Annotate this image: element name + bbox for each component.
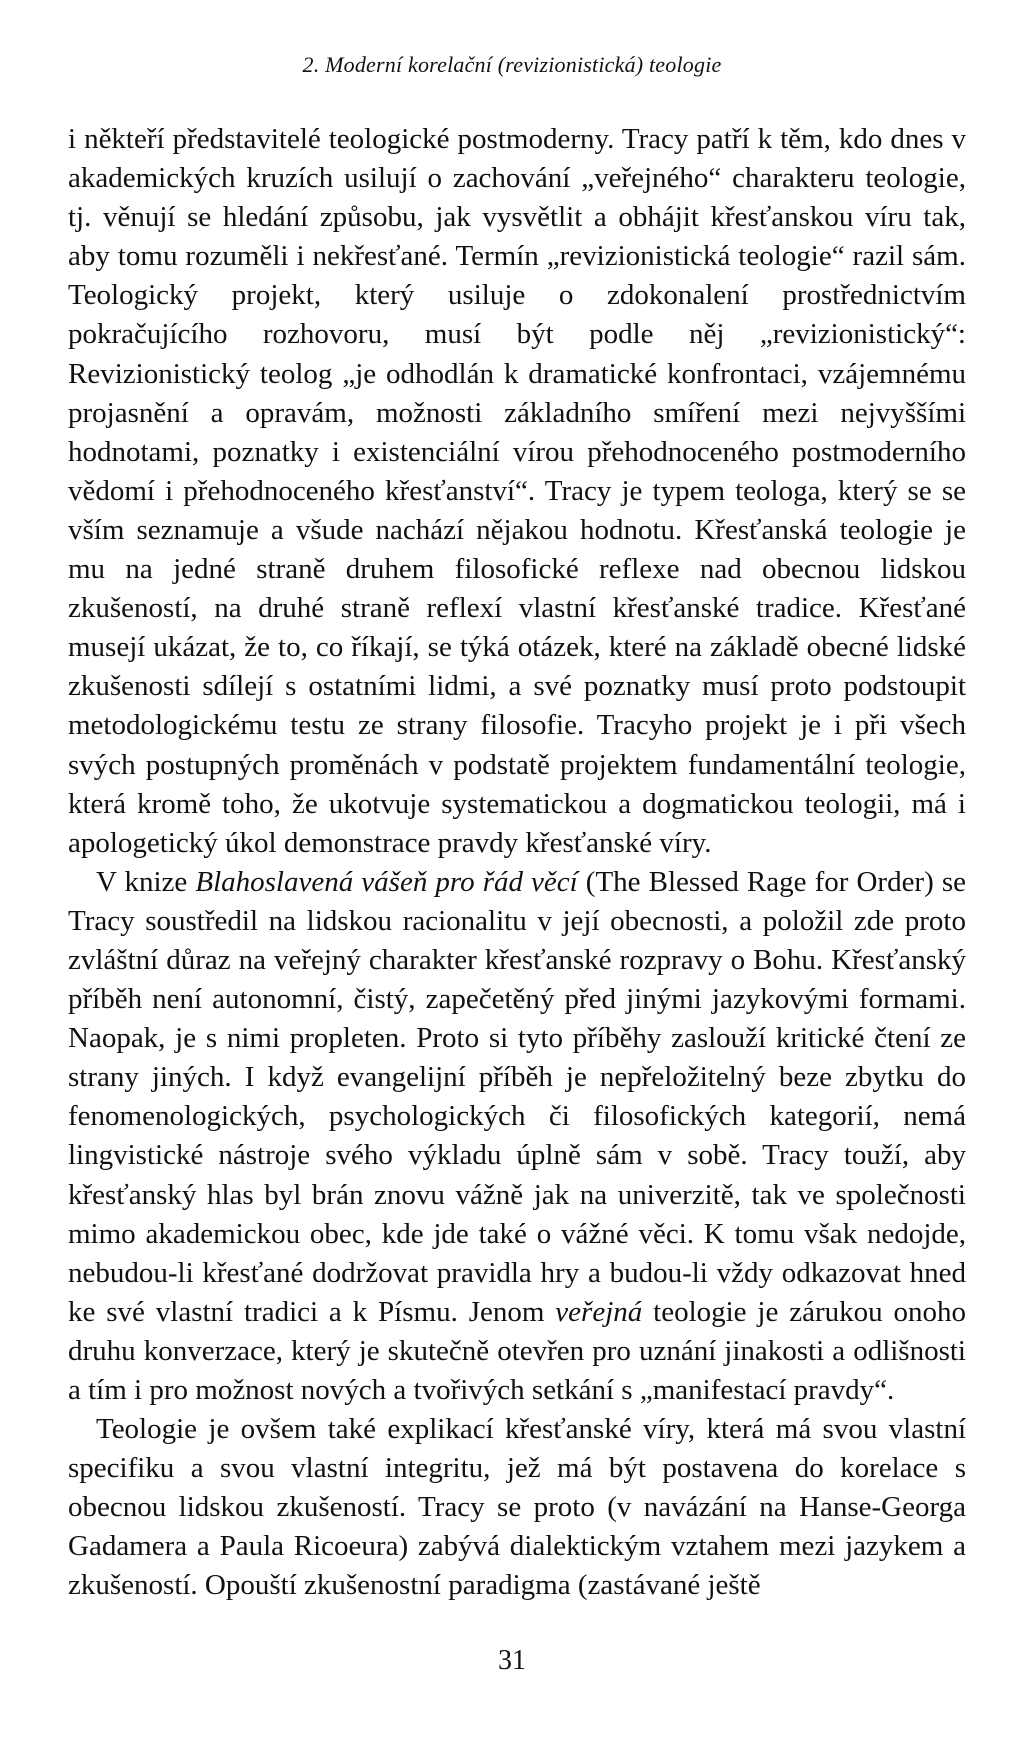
paragraph-2-text-a: (The Blessed Rage for Order) se Tracy soustředil na lidskou racionalitu v její obecnosti, a položil zde proto zvláštní důraz na veřejný charakter křesťanské rozpravy o Bohu. Křesťanský příběh není autonomní, čistý, zapečetěný před jinými jazykovými formami. Naopak, je s nimi propleten. Proto si tyto příběhy zaslouží kritické čtení ze strany jiných. I když evangelijní příběh je nepřeložitelný beze zbytku do fenomenologických, psychologických či filosofických kategorií, nemá lingvistické nástroje svého výkladu úplně sám v sobě. Tracy touží, aby křesťanský hlas byl brán znovu vážně jak na univerzitě, tak ve společnosti mimo akademickou obec, kde jde také o vážné věci. K tomu však nedojde, nebudou-li křesťané dodržovat pravidla hry a budou-li vždy odkazovat hned ke své vlastní tradici a k Písmu. Jenom [68,865,966,1328]
body-text [68,120,966,1606]
emphasis-word: veřejná [555,1295,643,1328]
page-number: 31 [498,1645,526,1676]
running-head: 2. Moderní korelační (revizionistická) teologie [302,52,722,77]
paragraph-3: Teologie je ovšem také explikací křesťanské víry, která má svou vlastní specifiku a svou vlastní integritu, jež má být postavena do korelace s obecnou lidskou zkušeností. Tracy se proto (v navázání na Hanse-Georga Gadamera a Paula Ricoeura) zabývá dialektickým vztahem mezi jazykem a zkušeností. Opouští zkušenostní paradigma (zastávané ještě [68,1413,966,1602]
paragraph-1: i někteří představitelé teologické postmoderny. Tracy patří k těm, kdo dnes v akademických kruzích usilují o zachování „veřejného“ charakteru teologie, tj. věnují se hledání způsobu, jak vysvětlit a obhájit křesťanskou víru tak, aby tomu rozuměli i nekřesťané. Termín „revizionistická teologie“ razil sám. Teologický projekt, který usiluje o zdokonalení prostřednictvím pokračujícího rozhovoru, musí být podle něj „revizionistický“: Revizionistický teolog „je odhodlán k dramatické konfrontaci, vzájemnému projasnění a opravám, možnosti základního smíření mezi nejvyššími hodnotami, poznatky i existenciální vírou přehodnoceného postmoderního vědomí i přehodnoceného křesťanství“. Tracy je typem teologa, který se se vším seznamuje a všude nachází nějakou hodnotu. Křesťanská teologie je mu na jedné straně druhem filosofické reflexe nad obecnou lidskou zkušeností, na druhé straně reflexí vlastní křesťanské tradice. Křesťané musejí ukázat, že to, co říkají, se týká otázek, které na základě obecné lidské zkušenosti sdílejí s ostatními lidmi, a své poznatky musí proto podstoupit metodologickému testu ze strany filosofie. Tracyho projekt je i při všech svých postupných proměnách v podstatě projektem fundamentální teologie, která kromě toho, že ukotvuje systematickou a dogmatickou teologii, má i apologetický úkol demonstrace pravdy křesťanské víry. [68,123,966,859]
paragraph-2-text-b: teologie je zárukou onoho druhu konverzace, který je skutečně otevřen pro uznání jinakosti a odlišnosti a tím i pro možnost nových a tvořivých setkání s „manifestací pravdy“. [68,1295,967,1406]
paragraph-2-lead: V knize [96,865,196,898]
paragraph-2 [68,863,966,1410]
book-title: Blahoslavená vášeň pro řád věcí [195,865,578,898]
